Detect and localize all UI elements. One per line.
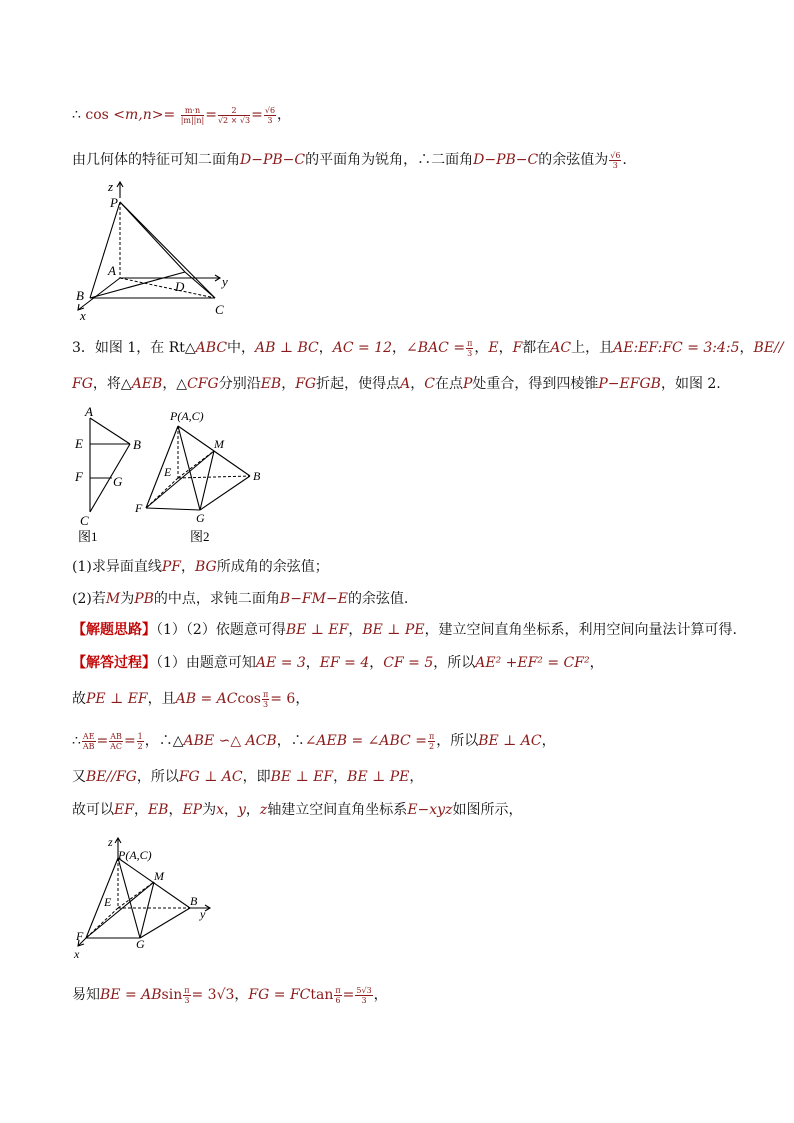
math: = (342, 987, 355, 1003)
caption-fig2: 图2 (190, 529, 210, 544)
formula-cos-line (72, 105, 291, 125)
label-b: B (190, 894, 198, 908)
math: y (238, 802, 246, 818)
text: 的余弦值. (347, 591, 409, 607)
numerator: m·n (181, 106, 205, 116)
text: 3．如图 1，在 Rt△ (72, 340, 196, 356)
label-c: C (215, 302, 224, 317)
text: 分别沿 (218, 376, 261, 392)
math: = (96, 733, 109, 749)
text: 故 (72, 691, 86, 707)
solution-idea (72, 620, 737, 640)
text: 的平面角为锐角，∴二面角 (305, 152, 474, 168)
math: BE ⊥ PE (362, 622, 425, 638)
math: D−PB−C (240, 152, 306, 168)
section-tag: 【解答过程】 (72, 655, 156, 671)
fraction (428, 732, 435, 751)
equals: = (251, 107, 263, 123)
solution-process-4 (72, 767, 423, 787)
text: ， (498, 340, 513, 356)
text: ，如图 2. (660, 376, 721, 392)
text: ，且 (147, 691, 176, 707)
fraction-1 (181, 106, 205, 125)
label-p: P (110, 195, 118, 210)
text: ， (305, 655, 320, 671)
text: (1)求异面直线 (72, 559, 162, 575)
fraction (609, 151, 621, 170)
numerator: 5√3 (356, 985, 372, 995)
fraction-2 (218, 106, 250, 125)
text: ∴ (72, 733, 81, 749)
denominator: 3 (467, 348, 473, 358)
dihedral-conclusion-line (72, 150, 627, 170)
denominator: 3 (184, 995, 190, 1005)
text: ， (410, 376, 425, 392)
text: 故可以 (72, 802, 114, 818)
denominator: 6 (335, 995, 341, 1005)
label-f: F (135, 501, 143, 515)
text: ， (392, 340, 407, 356)
label-d: D (175, 279, 185, 294)
math: ABE ∽△ ACB (183, 733, 277, 749)
label-b: B (76, 288, 84, 303)
math: ABC (195, 340, 228, 356)
question-1 (72, 557, 329, 577)
text: ， (589, 655, 604, 671)
text: ， (318, 340, 333, 356)
label-p: P(A,C) (118, 848, 152, 862)
math: x (216, 802, 224, 818)
text: ， (295, 691, 310, 707)
fraction (137, 732, 144, 751)
text: 轴建立空间直角坐标系 (267, 802, 408, 818)
math: cos (237, 691, 261, 707)
text: ， (333, 769, 348, 785)
comma: ， (277, 107, 292, 123)
text: ， (541, 733, 556, 749)
denominator: 2 (429, 741, 435, 751)
text: 的余弦值为 (538, 152, 609, 168)
math: BE ⊥ PE (347, 769, 410, 785)
math: CF = 5 (383, 655, 434, 671)
label-a: A (108, 263, 116, 278)
denominator: 3 (612, 160, 618, 170)
text: ，∴△ (144, 733, 184, 749)
label-g: G (196, 511, 205, 525)
text: 如图所示， (452, 802, 523, 818)
text: 为 (120, 591, 135, 607)
text: （1）由题意可知 (156, 655, 256, 671)
figure-3-coordinate-pyramid (70, 832, 220, 962)
text: ， (348, 622, 363, 638)
label-g: G (136, 937, 145, 951)
numerator: AE (82, 731, 95, 741)
math: BE// (753, 340, 784, 356)
math: = (123, 733, 136, 749)
solution-process-5 (72, 800, 522, 820)
math: D−PB−C (473, 152, 539, 168)
label-z: z (108, 835, 113, 849)
vector-pair: m,n (125, 107, 152, 123)
math: EB (260, 376, 282, 392)
fraction (355, 986, 372, 1005)
text: ， (474, 340, 489, 356)
math: AC = 12 (332, 340, 393, 356)
denominator: 3 (361, 995, 367, 1005)
solution-process-2 (72, 689, 309, 709)
math: AE = 3 (255, 655, 306, 671)
math: z (259, 802, 268, 818)
text: （1）（2）依题意可得 (156, 622, 286, 638)
text: ， (133, 802, 148, 818)
text: ， (369, 655, 384, 671)
math: EF = 4 (319, 655, 370, 671)
text: 都在 (522, 340, 551, 356)
text: ，∴ (276, 733, 305, 749)
solution-process-1 (72, 653, 604, 673)
math: = 3√3 (191, 987, 235, 1003)
text: 上，且 (571, 340, 614, 356)
label-y: y (200, 907, 206, 921)
label-e: E (75, 436, 83, 451)
math: FG (72, 376, 93, 392)
math: ∠BAC = (406, 340, 466, 356)
fraction (262, 690, 269, 709)
denominator: √2 × √3 (217, 115, 251, 125)
math: CFG (187, 376, 219, 392)
math: EB (147, 802, 169, 818)
math: M (105, 591, 121, 607)
math: tan (310, 987, 334, 1003)
math: EF (114, 802, 134, 818)
figure-tetrahedron-axes (60, 176, 240, 324)
math: E (488, 340, 499, 356)
math: E−xyz (407, 802, 453, 818)
text: ，建立空间直角坐标系，利用空间向量法计算可得. (424, 622, 738, 638)
text: ，所以 (136, 769, 179, 785)
label-c: C (80, 513, 89, 528)
math: BE ⊥ EF (270, 769, 334, 785)
fraction (183, 986, 190, 1005)
math: = 6 (270, 691, 296, 707)
text: 在点 (434, 376, 463, 392)
text: ，将△ (92, 376, 132, 392)
text: ，△ (162, 376, 188, 392)
equals: = (205, 107, 217, 123)
text: ， (739, 340, 754, 356)
numerator: π (262, 689, 269, 699)
math: EP (182, 802, 203, 818)
math: PE ⊥ EF (86, 691, 148, 707)
question-2 (72, 589, 408, 609)
denominator: AB (82, 741, 95, 751)
numerator: π (467, 338, 473, 348)
solution-process-3 (72, 731, 556, 751)
problem-3-line-1 (72, 338, 784, 358)
problem-3-line-2 (72, 374, 721, 394)
label-x: x (80, 308, 86, 323)
label-m: M (214, 437, 224, 451)
label-f: F (76, 929, 84, 943)
text: ， (168, 802, 183, 818)
math: FG ⊥ AC (178, 769, 243, 785)
math: AC (550, 340, 572, 356)
math: B−FM−E (279, 591, 348, 607)
math: sin (161, 987, 183, 1003)
text: 又 (72, 769, 86, 785)
label-b: B (133, 437, 141, 452)
fraction (466, 339, 473, 358)
solution-process-6 (72, 985, 388, 1005)
math: A (400, 376, 411, 392)
math: AE² +EF² = CF² (475, 655, 590, 671)
text: 易知 (72, 987, 100, 1003)
label-e: E (164, 465, 172, 479)
math: F (512, 340, 523, 356)
math: C (424, 376, 435, 392)
text: ， (409, 769, 424, 785)
denominator: AC (110, 741, 123, 751)
text: ， (180, 559, 195, 575)
math: P−EFGB (598, 376, 661, 392)
text: ， (373, 987, 388, 1003)
label-f: F (75, 469, 83, 484)
text: 为 (202, 802, 217, 818)
numerator: 2 (218, 106, 250, 116)
numerator: π (335, 985, 341, 995)
label-m: M (154, 869, 164, 883)
fraction (109, 732, 123, 751)
numerator: √6 (264, 105, 276, 115)
text: 的中点，求钝二面角 (153, 591, 280, 607)
denominator: 3 (263, 699, 269, 709)
text: 处重合，得到四棱锥 (472, 376, 599, 392)
label-p: P(A,C) (170, 409, 204, 423)
text: ，所以 (433, 655, 476, 671)
math: BE ⊥ EF (285, 622, 349, 638)
math: AB = AC (175, 691, 238, 707)
label-z: z (108, 179, 114, 194)
numerator: √6 (610, 150, 621, 160)
denominator: 3 (267, 115, 273, 125)
text: ，所以 (436, 733, 479, 749)
math: P (462, 376, 473, 392)
label-g: G (113, 474, 123, 489)
math: BG (194, 559, 217, 575)
text: 折起，使得点 (316, 376, 401, 392)
numerator: 1 (137, 731, 143, 741)
cos-text: cos < (85, 107, 126, 123)
fraction-3 (264, 106, 276, 125)
text: ， (281, 376, 296, 392)
math: BE ⊥ AC (478, 733, 542, 749)
caption-fig1: 图1 (78, 529, 98, 544)
numerator: AB (110, 731, 122, 741)
text: 所成角的余弦值； (216, 559, 329, 575)
numerator: π (184, 985, 190, 995)
math: ∠AEB = ∠ABC = (304, 733, 427, 749)
label-a: A (85, 404, 93, 419)
math: AB ⊥ BC (255, 340, 319, 356)
label-b: B (253, 469, 261, 483)
math: BE = AB (100, 987, 162, 1003)
math: FG (295, 376, 317, 392)
numerator: π (428, 731, 435, 741)
math: PB (134, 591, 154, 607)
text: ， (234, 987, 249, 1003)
label-e: E (104, 895, 112, 909)
fraction (334, 986, 341, 1005)
text: (2)若 (72, 591, 106, 607)
figure-2-pyramid (130, 404, 270, 544)
text: ，即 (242, 769, 271, 785)
denominator: 2 (137, 741, 143, 751)
text: ， (224, 802, 238, 818)
fraction (82, 732, 96, 751)
math: BE//FG (86, 769, 137, 785)
period: . (622, 152, 627, 168)
text: ， (245, 802, 260, 818)
therefore-symbol: ∴ (72, 107, 81, 123)
text: 中， (227, 340, 256, 356)
label-x: x (74, 947, 80, 961)
label-y: y (222, 274, 228, 289)
math: FG = FC (248, 987, 311, 1003)
section-tag: 【解题思路】 (72, 622, 156, 638)
denominator: |m||n| (180, 115, 205, 125)
math: AE:EF:FC = 3:4:5 (613, 340, 740, 356)
math: AEB (131, 376, 163, 392)
text: 由几何体的特征可知二面角 (72, 152, 240, 168)
math: PF (161, 559, 181, 575)
gt-eq: >= (151, 107, 176, 123)
